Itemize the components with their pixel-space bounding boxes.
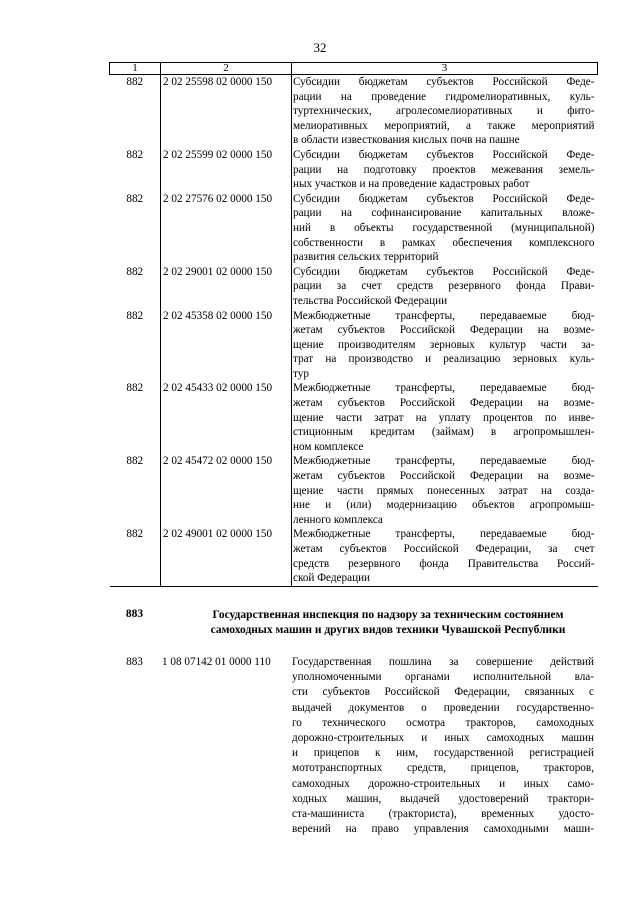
entry-kbk-code: 1 08 07142 01 0000 110 <box>162 656 271 668</box>
revenue-name-cell <box>292 75 598 148</box>
admin-code-cell: 882 <box>110 148 161 192</box>
text-line: верений на право управления самоходными маши- <box>292 823 594 836</box>
table-header-row <box>110 63 598 75</box>
revenue-name-cell <box>292 381 598 454</box>
text-line: Субсидии бюджетам субъектов Российской Феде- <box>293 192 595 205</box>
section-title-line: Государственная инспекция по надзору за техническим состоянием <box>212 609 564 621</box>
text-line: ном комплексе <box>293 440 364 453</box>
text-line: ста-машиниста (тракториста), временных удосто- <box>292 807 594 820</box>
kbk-code-cell: 2 02 49001 02 0000 150 <box>161 527 292 586</box>
text-line: ние и (или) модернизацию объектов агропромыш- <box>293 499 595 512</box>
table-body <box>110 75 598 587</box>
text-line: Субсидии бюджетам субъектов Российской Феде- <box>293 148 595 161</box>
revenue-name-cell <box>292 265 598 309</box>
text-line: Субсидии бюджетам субъектов Российской Феде- <box>293 76 595 88</box>
text-line: мелиоративных мероприятий, а также мероприятий <box>293 119 595 132</box>
admin-code-cell: 882 <box>110 309 161 382</box>
text-line: мототранспортных средств, прицепов, тракторов, <box>292 762 594 775</box>
admin-code-cell: 882 <box>110 192 161 265</box>
text-line: дорожно-строительных и иных самоходных машин <box>292 731 594 744</box>
revenue-name-cell <box>292 527 598 586</box>
text-line: самоходных дорожно-строительных и иных само- <box>292 777 594 790</box>
text-line: и прицепов к ним, государственной регистрацией <box>292 747 594 760</box>
text-line: щение части затрат на уплату процентов по инве- <box>293 411 595 424</box>
header-col-2: 2 <box>161 63 292 75</box>
revenue-name-cell <box>292 148 598 192</box>
table-row <box>110 75 598 148</box>
text-line: выдачей документов о проведении государственно- <box>292 701 594 714</box>
kbk-code-cell: 2 02 25599 02 0000 150 <box>161 148 292 192</box>
text-line: жетам субъектов Российской Федерации на возме- <box>293 324 595 337</box>
admin-code-cell: 882 <box>110 75 161 148</box>
text-line: жетам субъектов Российской Федерации на возме- <box>293 470 595 483</box>
revenue-name-cell <box>292 192 598 265</box>
text-line: ходных машин, выдачей удостоверений трактори- <box>292 792 594 805</box>
text-line: го технического осмотра тракторов, самоходных <box>292 716 594 729</box>
text-line: Межбюджетные трансферты, передаваемые бюд- <box>293 382 595 395</box>
admin-code-cell: 882 <box>110 265 161 309</box>
text-line: собственности в рамках обеспечения комплексного <box>293 236 595 249</box>
section-code: 883 <box>125 608 144 620</box>
revenue-name-cell <box>292 309 598 382</box>
text-line: Межбюджетные трансферты, передаваемые бюд- <box>293 455 595 468</box>
table-row <box>110 454 598 527</box>
text-line: развития сельских территорий <box>293 251 439 264</box>
text-line: рации на проведение гидромелиоративных, куль- <box>293 90 595 103</box>
text-line: жетам субъектов Российской Федерации, за счет <box>293 543 595 555</box>
kbk-code-cell: 2 02 27576 02 0000 150 <box>161 192 292 265</box>
text-line: стиционным кредитам (займам) в агропромышлен- <box>293 426 595 439</box>
text-line: рации на подготовку проектов межевания земель- <box>293 163 595 176</box>
header-col-3: 3 <box>292 63 598 75</box>
table-row <box>110 527 598 586</box>
text-line: ленного комплекса <box>293 513 383 526</box>
text-line: рации на софинансирование капитальных вложе- <box>293 207 595 220</box>
kbk-code-cell: 2 02 25598 02 0000 150 <box>161 75 292 148</box>
admin-code-cell: 882 <box>110 527 161 586</box>
text-line: щение части прямых понесенных затрат на созда- <box>293 484 595 497</box>
entry-admin-code: 883 <box>126 656 143 668</box>
table-row <box>110 381 598 454</box>
text-line: Государственная пошлина за совершение действий <box>292 656 594 668</box>
table-row <box>110 192 598 265</box>
text-line: трат на производство и реализацию зерновых куль- <box>293 353 595 366</box>
budget-codes-table <box>109 62 598 587</box>
table-row <box>110 148 598 192</box>
text-line: туртехнических, агролесомелиоративных и фито- <box>293 105 595 118</box>
text-line: сти субъектов Российской Федерации, связанных с <box>292 686 594 699</box>
text-line: уполномоченными органами исполнительной вла- <box>292 671 594 684</box>
text-line: тур <box>293 367 309 380</box>
kbk-code-cell: 2 02 45358 02 0000 150 <box>161 309 292 382</box>
kbk-code-cell: 2 02 29001 02 0000 150 <box>161 265 292 309</box>
entry-name <box>292 655 594 837</box>
section-title-line: самоходных машин и других видов техники Чувашской Республики <box>210 624 566 636</box>
kbk-code-cell: 2 02 45433 02 0000 150 <box>161 381 292 454</box>
header-col-1: 1 <box>110 63 161 75</box>
text-line: ской Федерации <box>293 572 371 585</box>
table-row <box>110 309 598 382</box>
section-title <box>179 608 597 638</box>
text-line: Субсидии бюджетам субъектов Российской Феде- <box>293 265 595 278</box>
text-line: Межбюджетные трансферты, передаваемые бюд- <box>293 309 595 322</box>
table-row <box>110 265 598 309</box>
text-line: щение производителям зерновых культур части за- <box>293 338 595 351</box>
text-line: рации за счет средств резервного фонда Прави- <box>293 280 595 293</box>
text-line: жетам субъектов Российской Федерации на возме- <box>293 397 595 410</box>
text-line: ных участков и на проведение кадастровых работ <box>293 178 530 191</box>
text-line: Межбюджетные трансферты, передаваемые бюд- <box>293 528 595 541</box>
revenue-name-cell <box>292 454 598 527</box>
text-line: ний в объекты государственной (муниципальной) <box>293 221 595 234</box>
text-line: в области известкования кислых почв на пашне <box>293 134 520 147</box>
text-line: тельства Российской Федерации <box>293 294 448 307</box>
page-number: 32 <box>313 40 327 55</box>
kbk-code-cell: 2 02 45472 02 0000 150 <box>161 454 292 527</box>
admin-code-cell: 882 <box>110 381 161 454</box>
text-line: средств резервного фонда Правительства Россий- <box>293 557 595 570</box>
admin-code-cell: 882 <box>110 454 161 527</box>
